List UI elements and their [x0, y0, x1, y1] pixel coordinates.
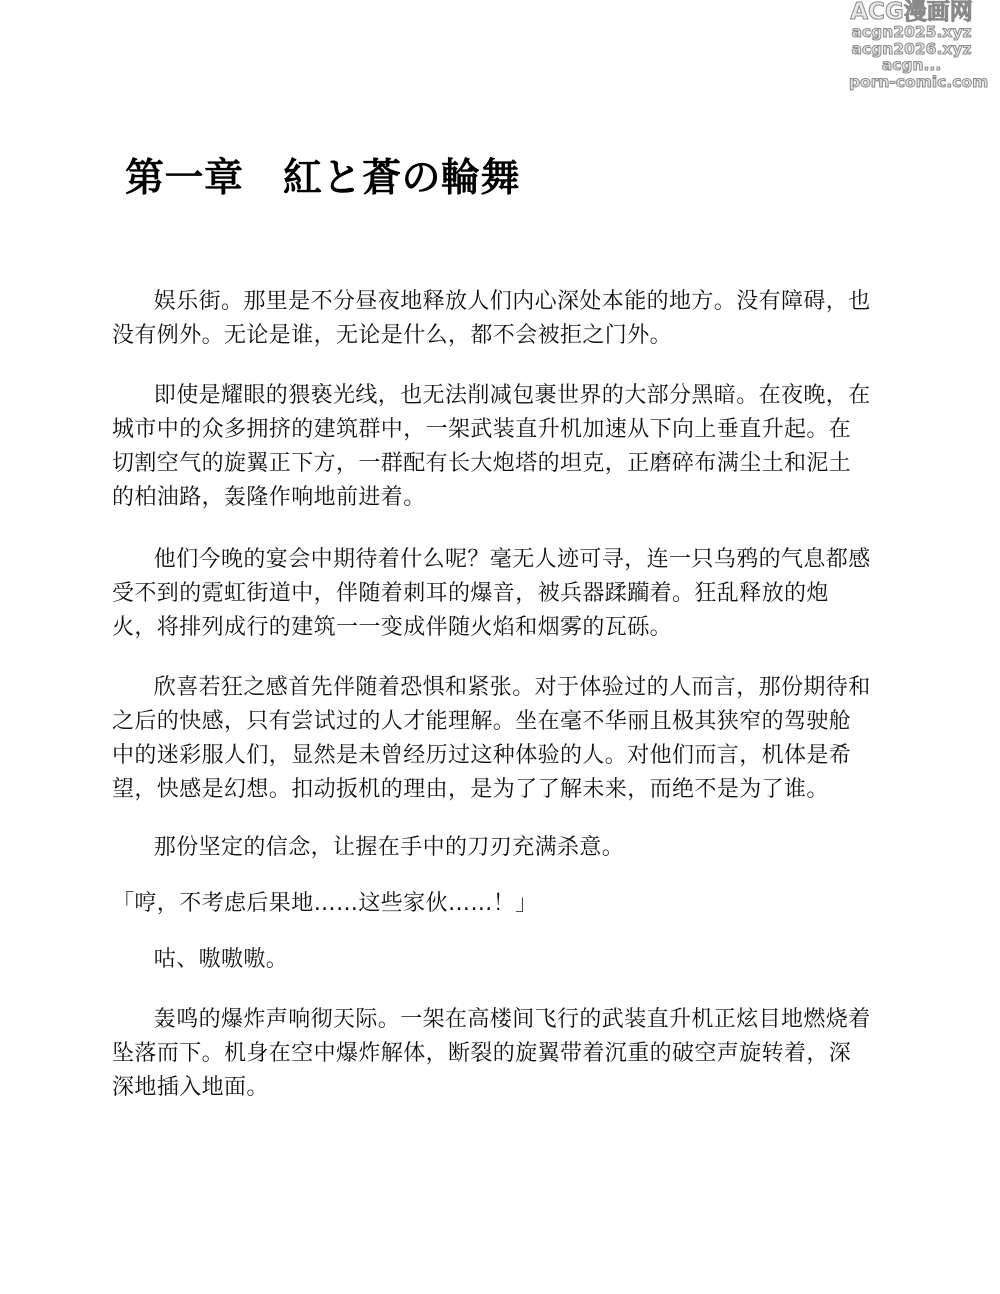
paragraph: 他们今晚的宴会中期待着什么呢？毫无人迹可寻，连一只乌鸦的气息都感受不到的霓虹街道中，伴随着刺耳的爆音，被兵器蹂躏着。狂乱释放的炮火，将排列成行的建筑一一变成伴随火焰和烟雾的瓦砾。	[112, 547, 871, 640]
paragraph: 咕、嗷嗷嗷。	[153, 947, 289, 972]
watermark-domain: acgn2025.xyz	[851, 23, 972, 41]
paragraph: 轰鸣的爆炸声响彻天际。一架在高楼间飞行的武装直升机正炫目地燃烧着坠落而下。机身在空中爆炸解体，断裂的旋翼带着沉重的破空声旋转着，深深地插入地面。	[112, 1007, 871, 1100]
site-watermark	[849, 0, 989, 91]
paragraph: 娱乐街。那里是不分昼夜地释放人们内心深处本能的地方。没有障碍，也没有例外。无论是谁，无论是什么，都不会被拒之门外。	[112, 289, 871, 348]
paragraph: 欣喜若狂之感首先伴随着恐惧和紧张。对于体验过的人而言，那份期待和之后的快感，只有尝试过的人才能理解。坐在毫不华丽且极其狭窄的驾驶舱中的迷彩服人们，显然是未曾经历过这种体验的人。对他们而言，机体是希望，快感是幻想。扣动扳机的理由，是为了了解未来，而绝不是为了谁。	[112, 675, 871, 802]
watermark-domain: acgn2026.xyz	[851, 39, 972, 58]
paragraph: 那份坚定的信念，让握在手中的刀刃充满杀意。	[153, 835, 625, 860]
watermark-site-name: ACG漫画网	[850, 0, 973, 25]
dialogue-line: 「哼，不考虑后果地……这些家伙……！」	[112, 891, 538, 916]
chapter-title: 第一章 紅と蒼の輪舞	[125, 156, 521, 201]
watermark-domain: acgn...	[881, 56, 942, 74]
paragraph: 即使是耀眼的猥亵光线，也无法削减包裹世界的大部分黑暗。在夜晚，在城市中的众多拥挤的建筑群中，一架武装直升机加速从下向上垂直升起。在切割空气的旋翼正下方，一群配有长大炮塔的坦克，正磨碎布满尘土和泥土的柏油路，轰隆作响地前进着。	[112, 383, 871, 510]
watermark-domain: porn-comic.com	[849, 72, 989, 91]
novel-text-body	[112, 285, 872, 1105]
